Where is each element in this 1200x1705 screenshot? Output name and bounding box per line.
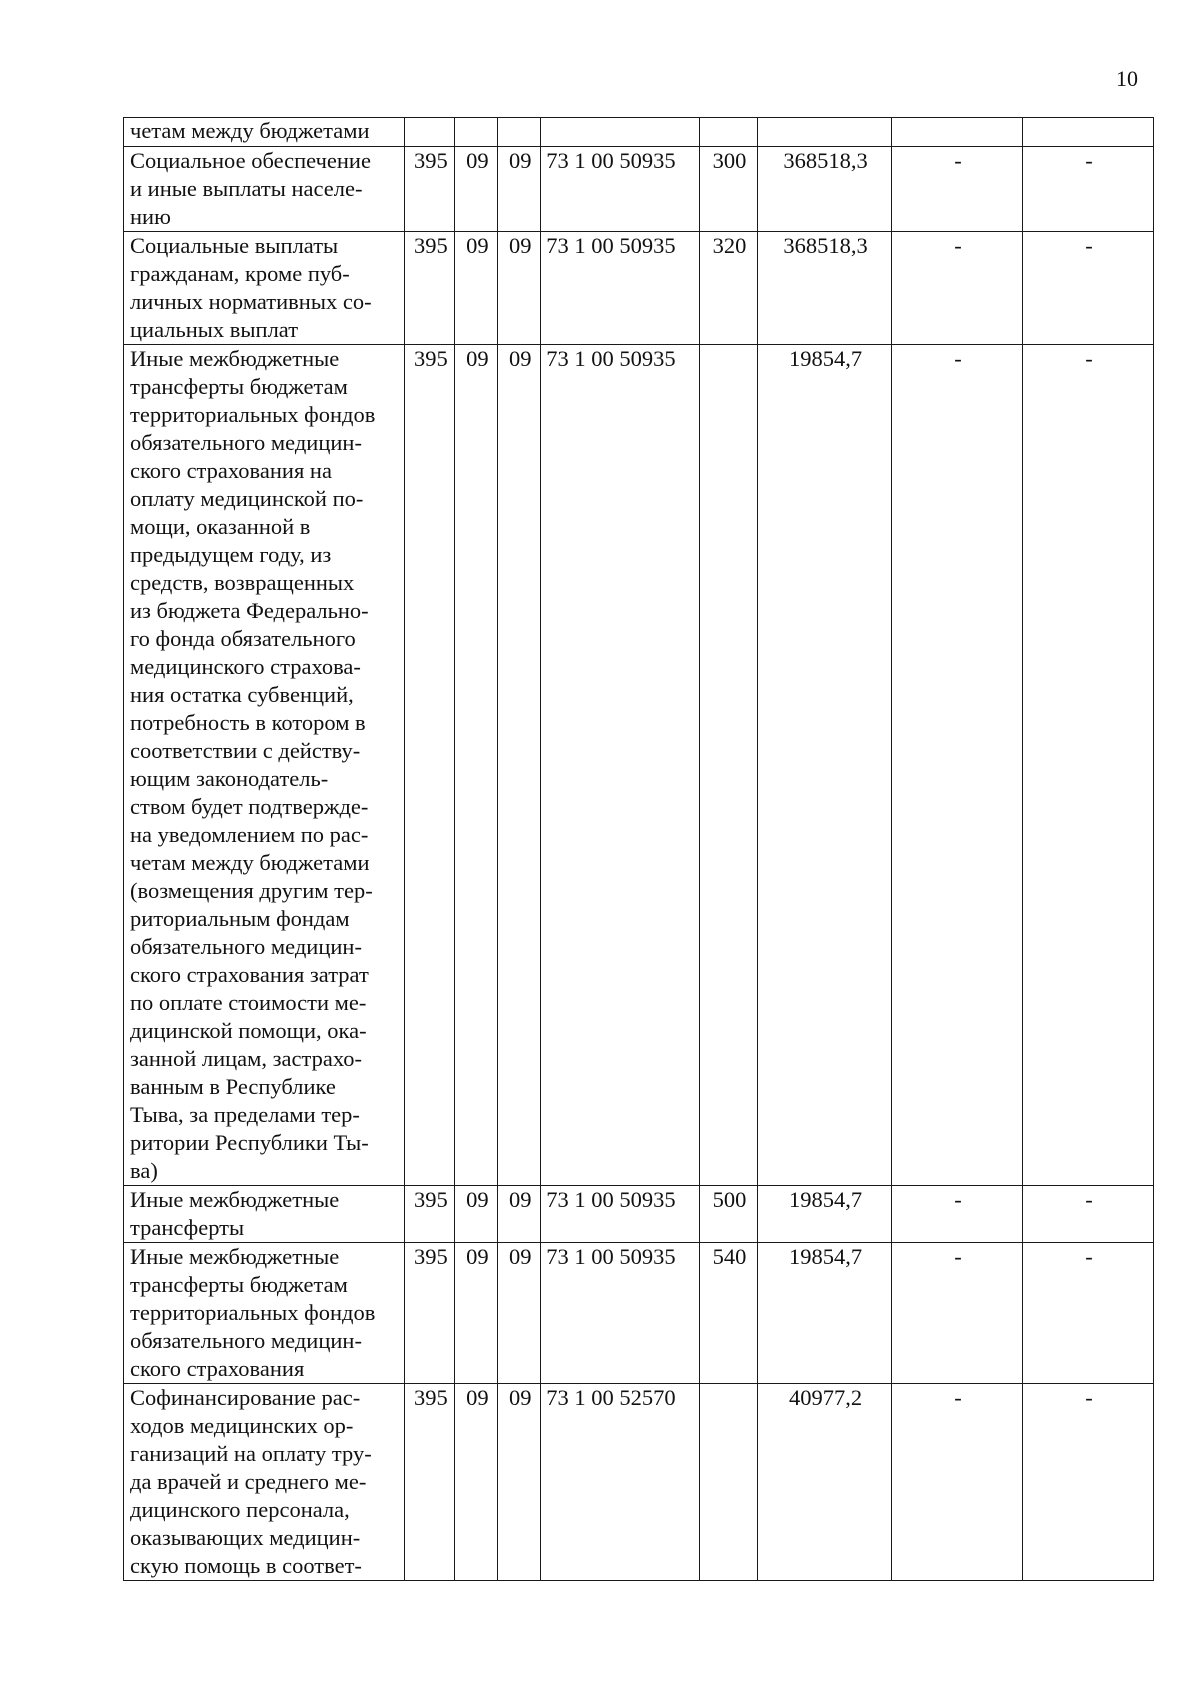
amount-year-2-cell: - [892,147,1023,232]
expense-type-cell: 300 [699,147,757,232]
amount-year-2-cell: - [892,232,1023,345]
amount-cell: 40977,2 [758,1384,892,1581]
target-article-cell: 73 1 00 50935 [541,345,700,1186]
subsection-code-cell: 09 [498,147,541,232]
amount-cell: 368518,3 [758,232,892,345]
amount-year-2-cell: - [892,1384,1023,1581]
amount-cell: 19854,7 [758,1186,892,1243]
ministry-code-cell: 395 [405,232,455,345]
target-article-cell [541,118,700,147]
ministry-code-cell: 395 [405,1384,455,1581]
target-article-cell: 73 1 00 50935 [541,1243,700,1384]
table-row [124,118,1154,147]
amount-year-3-cell [1023,118,1154,147]
section-code-cell [455,118,498,147]
ministry-code-cell: 395 [405,1186,455,1243]
subsection-code-cell: 09 [498,232,541,345]
row-name: Иные межбюджетные трансферты [124,1186,405,1243]
amount-cell: 19854,7 [758,345,892,1186]
expense-type-cell [699,1384,757,1581]
section-code-cell: 09 [455,1384,498,1581]
amount-year-3-cell: - [1023,1186,1154,1243]
amount-year-3-cell: - [1023,232,1154,345]
row-name: четам между бюджетами [124,117,405,146]
subsection-code-cell: 09 [498,1243,541,1384]
target-article-cell: 73 1 00 50935 [541,147,700,232]
page-number: 10 [1116,66,1138,91]
amount-year-2-cell: - [892,1243,1023,1384]
amount-year-3-cell: - [1023,1384,1154,1581]
amount-year-2-cell: - [892,345,1023,1186]
table-row [124,1384,1154,1581]
subsection-code-cell: 09 [498,1384,541,1581]
row-name: Социальное обеспечение и иные выплаты населе- нию [124,147,405,232]
row-name: Иные межбюджетные трансферты бюджетам территориальных фондов обязательного медицин- ского страхования на оплату медицинской по- мощи, оказанной в предыдущем году, из средств, возвращенных из бюджета Федерально- го фонда обязательного медицинского страхова- ния остатка субвенций, потребность в котором в соответствии с действу- ющим законодатель- ством будет подтвержде- на уведомлением по рас- четам между бюджетами (возмещения другим тер- риториальным фондам обязательного медицин- ского страхования затрат по оплате стоимости ме- дицинской помощи, ока- занной лицам, застрахо- ванным в Республике Тыва, за пределами тер- ритории Республики Ты- ва) [124,345,405,1186]
table-row [124,1186,1154,1243]
amount-year-2-cell: - [892,1186,1023,1243]
subsection-code-cell: 09 [498,1186,541,1243]
amount-cell [758,118,892,147]
ministry-code-cell: 395 [405,147,455,232]
table-row [124,232,1154,345]
target-article-cell: 73 1 00 50935 [541,1186,700,1243]
table-row [124,147,1154,232]
section-code-cell: 09 [455,1243,498,1384]
target-article-cell: 73 1 00 50935 [541,232,700,345]
row-name: Софинансирование рас- ходов медицинских ор- ганизаций на оплату тру- да врачей и среднего ме- дицинского персонала, оказывающих медицин- скую помощь в соответ- [124,1384,405,1581]
section-code-cell: 09 [455,1186,498,1243]
ministry-code-cell [405,118,455,147]
target-article-cell: 73 1 00 52570 [541,1384,700,1581]
expense-type-cell [699,345,757,1186]
budget-table [123,117,1154,1581]
amount-cell: 368518,3 [758,147,892,232]
row-name: Иные межбюджетные трансферты бюджетам территориальных фондов обязательного медицин- ского страхования [124,1243,405,1384]
expense-type-cell [699,118,757,147]
subsection-code-cell: 09 [498,345,541,1186]
ministry-code-cell: 395 [405,345,455,1186]
row-name: Социальные выплаты гражданам, кроме пуб- личных нормативных со- циальных выплат [124,232,405,345]
subsection-code-cell [498,118,541,147]
amount-year-3-cell: - [1023,1243,1154,1384]
table-row [124,1243,1154,1384]
expense-type-cell: 500 [699,1186,757,1243]
section-code-cell: 09 [455,232,498,345]
expense-type-cell: 320 [699,232,757,345]
amount-year-2-cell [892,118,1023,147]
section-code-cell: 09 [455,147,498,232]
amount-cell: 19854,7 [758,1243,892,1384]
expense-type-cell: 540 [699,1243,757,1384]
amount-year-3-cell: - [1023,147,1154,232]
ministry-code-cell: 395 [405,1243,455,1384]
amount-year-3-cell: - [1023,345,1154,1186]
table-row [124,345,1154,1186]
section-code-cell: 09 [455,345,498,1186]
